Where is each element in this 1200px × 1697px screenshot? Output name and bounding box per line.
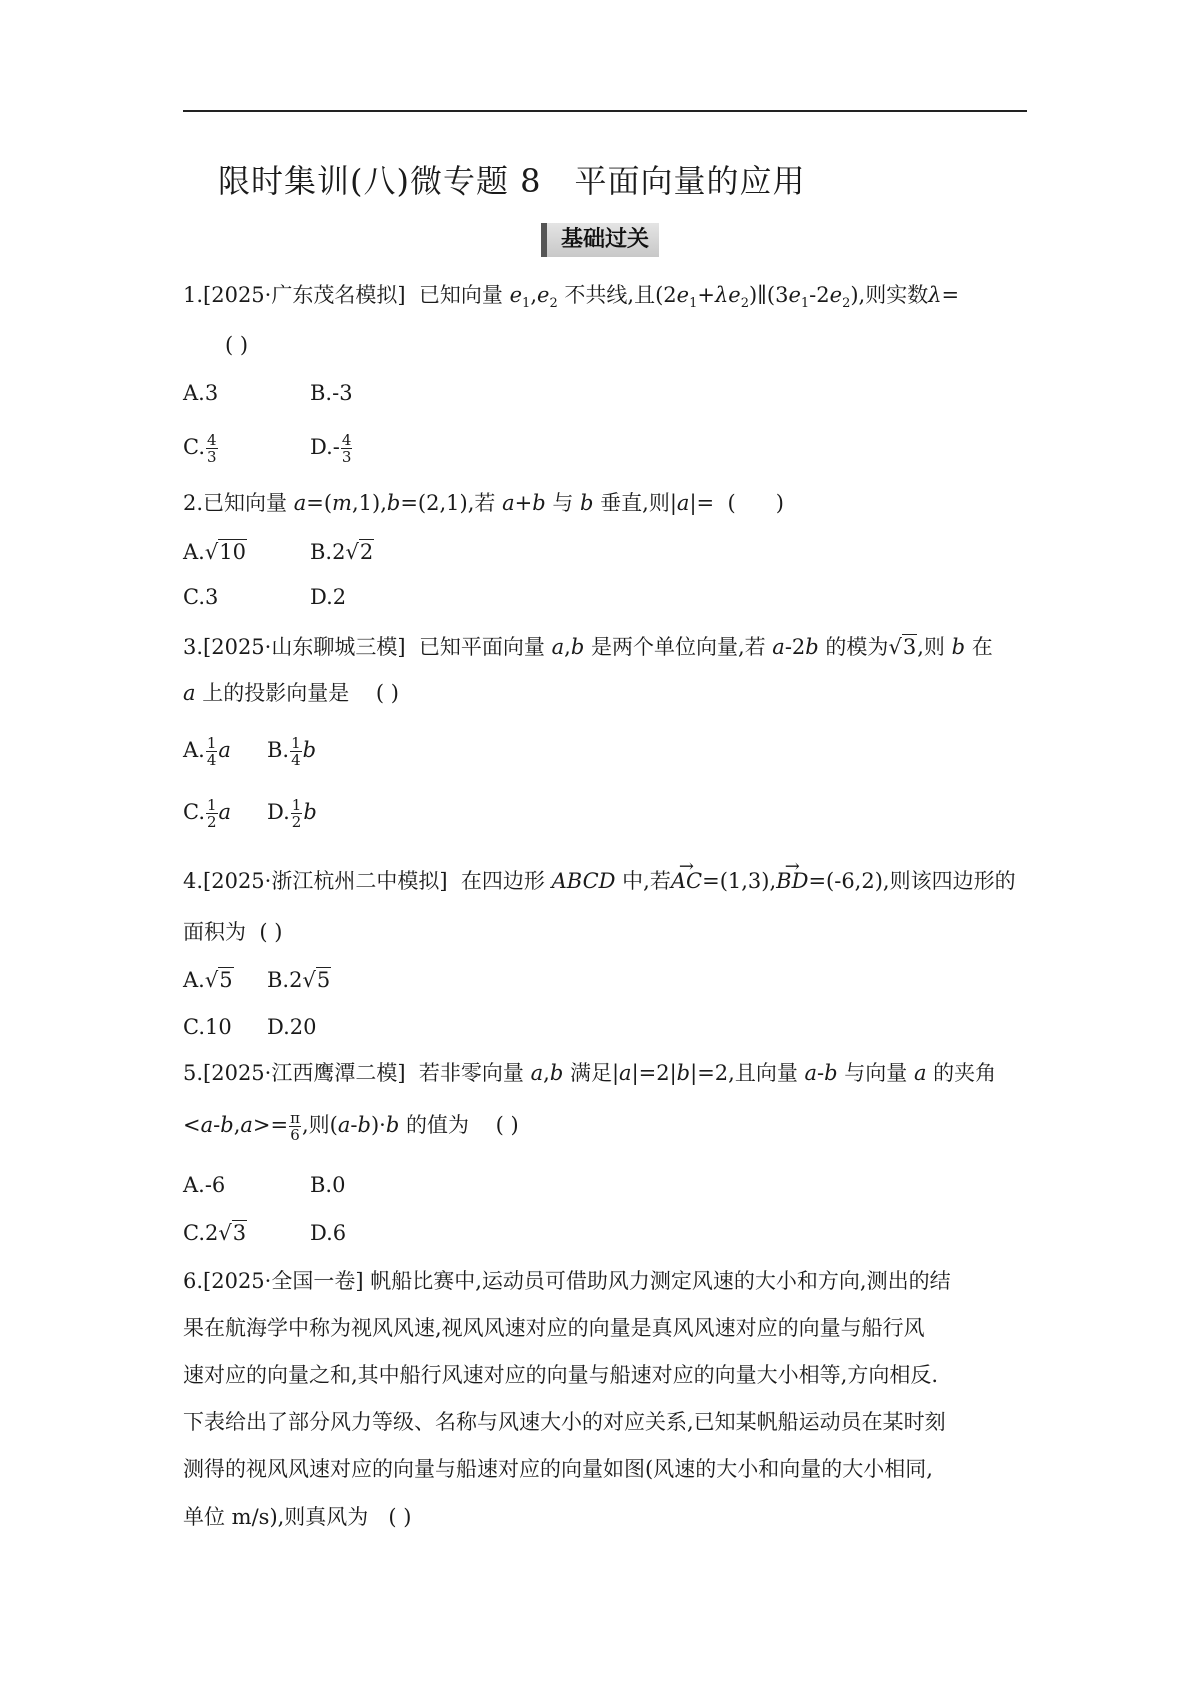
q6-line5: 测得的视风风速对应的向量与船速对应的向量如图(风速的大小和向量的大小相同,	[183, 1457, 933, 1481]
q1-option-b[interactable]: B.-3	[310, 381, 353, 405]
q5-option-d[interactable]: D.6	[310, 1221, 347, 1245]
q1-option-d[interactable]: D.- $\frac{4}{3}$	[310, 431, 352, 466]
section-badge: 基础过关	[541, 223, 659, 257]
q3-stem-line1: 3.[2025·山东聊城三模] 已知平面向量 a,b 是两个单位向量,若 a-2b 的模为√3,则 b 在	[183, 635, 993, 659]
top-rule	[183, 110, 1027, 112]
q3-option-d[interactable]: D. $\frac{1}{2}$ b	[267, 796, 317, 831]
q4-stem-line2: 面积为 ( )	[183, 920, 283, 944]
page-title: 限时集训(八)微专题 8 平面向量的应用	[218, 162, 806, 200]
q3-option-b[interactable]: B. $\frac{1}{4}$ b	[267, 734, 317, 769]
q6-line1: 6.[2025·全国一卷] 帆船比赛中,运动员可借助风力测定风速的大小和方向,测出的结	[183, 1269, 951, 1293]
q2-option-b[interactable]: B.2√2	[310, 540, 374, 564]
q2-option-c[interactable]: C.3	[183, 585, 219, 609]
q6-line3: 速对应的向量之和,其中船行风速对应的向量与船速对应的向量大小相等,方向相反.	[183, 1363, 939, 1387]
q2-option-a[interactable]: A.√10	[183, 540, 246, 564]
q1-option-c[interactable]: C. $\frac{4}{3}$	[183, 431, 217, 466]
q6-line4: 下表给出了部分风力等级、名称与风速大小的对应关系,已知某帆船运动员在某时刻	[183, 1410, 946, 1434]
q5-option-b[interactable]: B.0	[310, 1173, 346, 1197]
q2-stem: 2.已知向量 a=(m,1),b=(2,1),若 a+b 与 b 垂直,则|a|= ( )	[183, 491, 784, 515]
q4-option-a[interactable]: A.√5	[183, 968, 233, 992]
q3-stem-line2: a 上的投影向量是 ( )	[183, 681, 399, 705]
q3-option-a[interactable]: A. $\frac{1}{4}$ a	[183, 734, 231, 769]
q2-option-d[interactable]: D.2	[310, 585, 347, 609]
q1-option-a[interactable]: A.3	[183, 381, 219, 405]
q4-stem-line1: 4.[2025·浙江杭州二中模拟] 在四边形 ABCD 中,若→ AC=(1,3),→ BD=(-6,2),则该四边形的	[183, 866, 1016, 896]
q5-option-c[interactable]: C.2√3	[183, 1221, 247, 1245]
q5-stem-line2: <a-b,a>= $\frac{\pi}{6}$ ,则(a-b)·b 的值为 ( )	[183, 1109, 519, 1144]
q6-line2: 果在航海学中称为视风风速,视风风速对应的向量是真风风速对应的向量与船行风	[183, 1316, 925, 1340]
q1-stem: 1.[2025·广东茂名模拟] 已知向量 $e_1,e_2$ 不共线,且$(2e_1+\lambda e_2)\parallel(3e_1-2e_2)$,则实数λ=	[183, 283, 960, 312]
q4-option-b[interactable]: B.2√5	[267, 968, 331, 992]
q4-option-c[interactable]: C.10	[183, 1015, 232, 1039]
q3-option-c[interactable]: C. $\frac{1}{2}$ a	[183, 796, 232, 831]
q6-line6: 单位 m/s),则真风为 ( )	[183, 1505, 412, 1529]
q1-paren: ( )	[225, 333, 249, 357]
q5-stem-line1: 5.[2025·江西鹰潭二模] 若非零向量 a,b 满足|a|=2|b|=2,且向量 a-b 与向量 a 的夹角	[183, 1061, 997, 1085]
q5-option-a[interactable]: A.-6	[183, 1173, 226, 1197]
q4-option-d[interactable]: D.20	[267, 1015, 317, 1039]
